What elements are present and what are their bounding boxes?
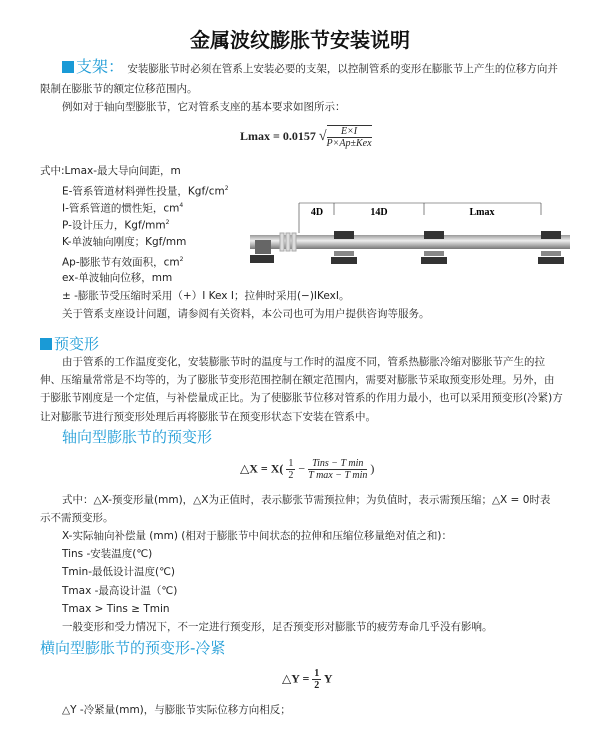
- support-diagram: [245, 195, 575, 275]
- pipe: [250, 235, 570, 249]
- support-heading: [62, 57, 124, 76]
- def-k: K-单波轴向刚度；Kgf/mm: [62, 236, 187, 248]
- lmax-formula: Lmax = 0.0157 √ $\frac{E\times I}{\text{P×Ap±Kex}}$: [240, 126, 372, 149]
- def-ap: Ap-膨胀节有效面积，$cm^2$: [62, 256, 184, 269]
- def-ex: ex-单波轴向位移，mm: [62, 272, 173, 284]
- axial-formula: △X = X( $\frac{1}{2}$ − $\frac{\text{Tins − T min}}{\text{T max − T min}}$ ): [240, 458, 375, 481]
- lateral-heading: 横向型膨胀节的预变形-冷紧: [40, 639, 226, 657]
- where-line: 式中:Lmax-最大导向间距，m: [40, 165, 181, 177]
- support-note: 关于管系支座设计问题，请参阅有关资料，本公司也可为用户提供咨询等服务。: [62, 308, 430, 320]
- support-heading-text: 支架：: [76, 57, 125, 76]
- square-bullet-icon: [62, 61, 74, 73]
- axial-heading: 轴向型膨胀节的预变形: [62, 428, 213, 446]
- label-lmax: Lmax: [469, 207, 495, 218]
- axial-line: 式中：△X-预变形量(mm)，△X为正值时，表示膨张节需预拉伸；为负值时，表示需预压缩；△X = 0时表: [62, 494, 551, 506]
- formula-denominator: P×Ap±Kex: [326, 138, 372, 149]
- label-4d: 4D: [310, 207, 324, 218]
- support-example: 例如对于轴向型膨胀节，它对管系支座的基本要求如图所示：: [62, 101, 346, 113]
- square-bullet-icon: [40, 338, 52, 350]
- lateral-note: △Y -冷紧量(mm)，与膨胀节实际位移方向相反；: [62, 704, 291, 716]
- axial-line: 一般变形和受力情况下，不一定进行预变形，足否预变形对膨胀节的疲劳寿命几乎没有影响。: [62, 621, 493, 633]
- support-intro-text: 安装膨胀节时必须在管系上安装必要的支架，以控制管系的变形在膨胀节上产生的位移方向并: [127, 63, 558, 75]
- predeform-para-3: 于膨胀节刚度是一个定值，与补偿量成正比。为了使膨胀节位移对管系的作用力最小，也可以采用预变形(冷紧)方: [40, 392, 563, 404]
- bellows-icon: [280, 233, 296, 251]
- label-14d: 14D: [370, 207, 388, 218]
- axial-line: 示不需预变形。: [40, 512, 114, 524]
- formula-fraction: [327, 125, 372, 149]
- def-pm: ± -膨胀节受压缩时采用（+）I Kex I；拉伸时采用(−)IKexI。: [62, 290, 350, 302]
- axial-line: Tins -安装温度(℃): [62, 548, 153, 560]
- def-p: P-设计压力，Kgf/$mm^2$: [62, 219, 170, 232]
- predeform-para-4: 让对膨胀节进行预变形处理后再将膨胀节在预变形状态下安装在管系中。: [40, 411, 376, 423]
- axial-line: Tmin-最低设计温度(℃): [62, 566, 175, 578]
- predeform-heading: 预变形: [40, 335, 99, 353]
- formula-lhs: Lmax = 0.0157: [240, 128, 316, 143]
- predeform-para-1: 由于管系的工作温度变化，安装膨胀节时的温度与工作时的温度不同，管系热膨胀冷缩对膨胀节产生的拉: [62, 356, 545, 368]
- axial-line: Tmax -最高设计温（℃): [62, 585, 178, 597]
- def-i: I-管系管道的惯性矩，$cm^4$: [62, 202, 184, 215]
- predeform-para-2: 伸、压缩量常常是不均等的，为了膨胀节变形范围控制在额定范围内，需要对膨胀节采取预变形处理。另外，由: [40, 374, 555, 386]
- support-intro-cont: 限制在膨胀节的额定位移范围内。: [40, 83, 198, 95]
- lateral-formula: △Y = $\frac{1}{2}$ Y: [282, 668, 333, 691]
- page-title: 金属波纹膨胀节安装说明: [190, 28, 410, 52]
- support-intro-line: [62, 57, 558, 76]
- formula-numerator: E×I: [327, 126, 372, 138]
- axial-line: Tmax > Tins ≥ Tmin: [62, 603, 170, 615]
- def-e: E-管系管道材料弹性投量，Kgf/$cm^2$: [62, 185, 229, 198]
- axial-line: X-实际轴向补偿量 (mm) (相对于膨胀节中间状态的拉伸和压缩位移量绝对值之和)：: [62, 530, 452, 542]
